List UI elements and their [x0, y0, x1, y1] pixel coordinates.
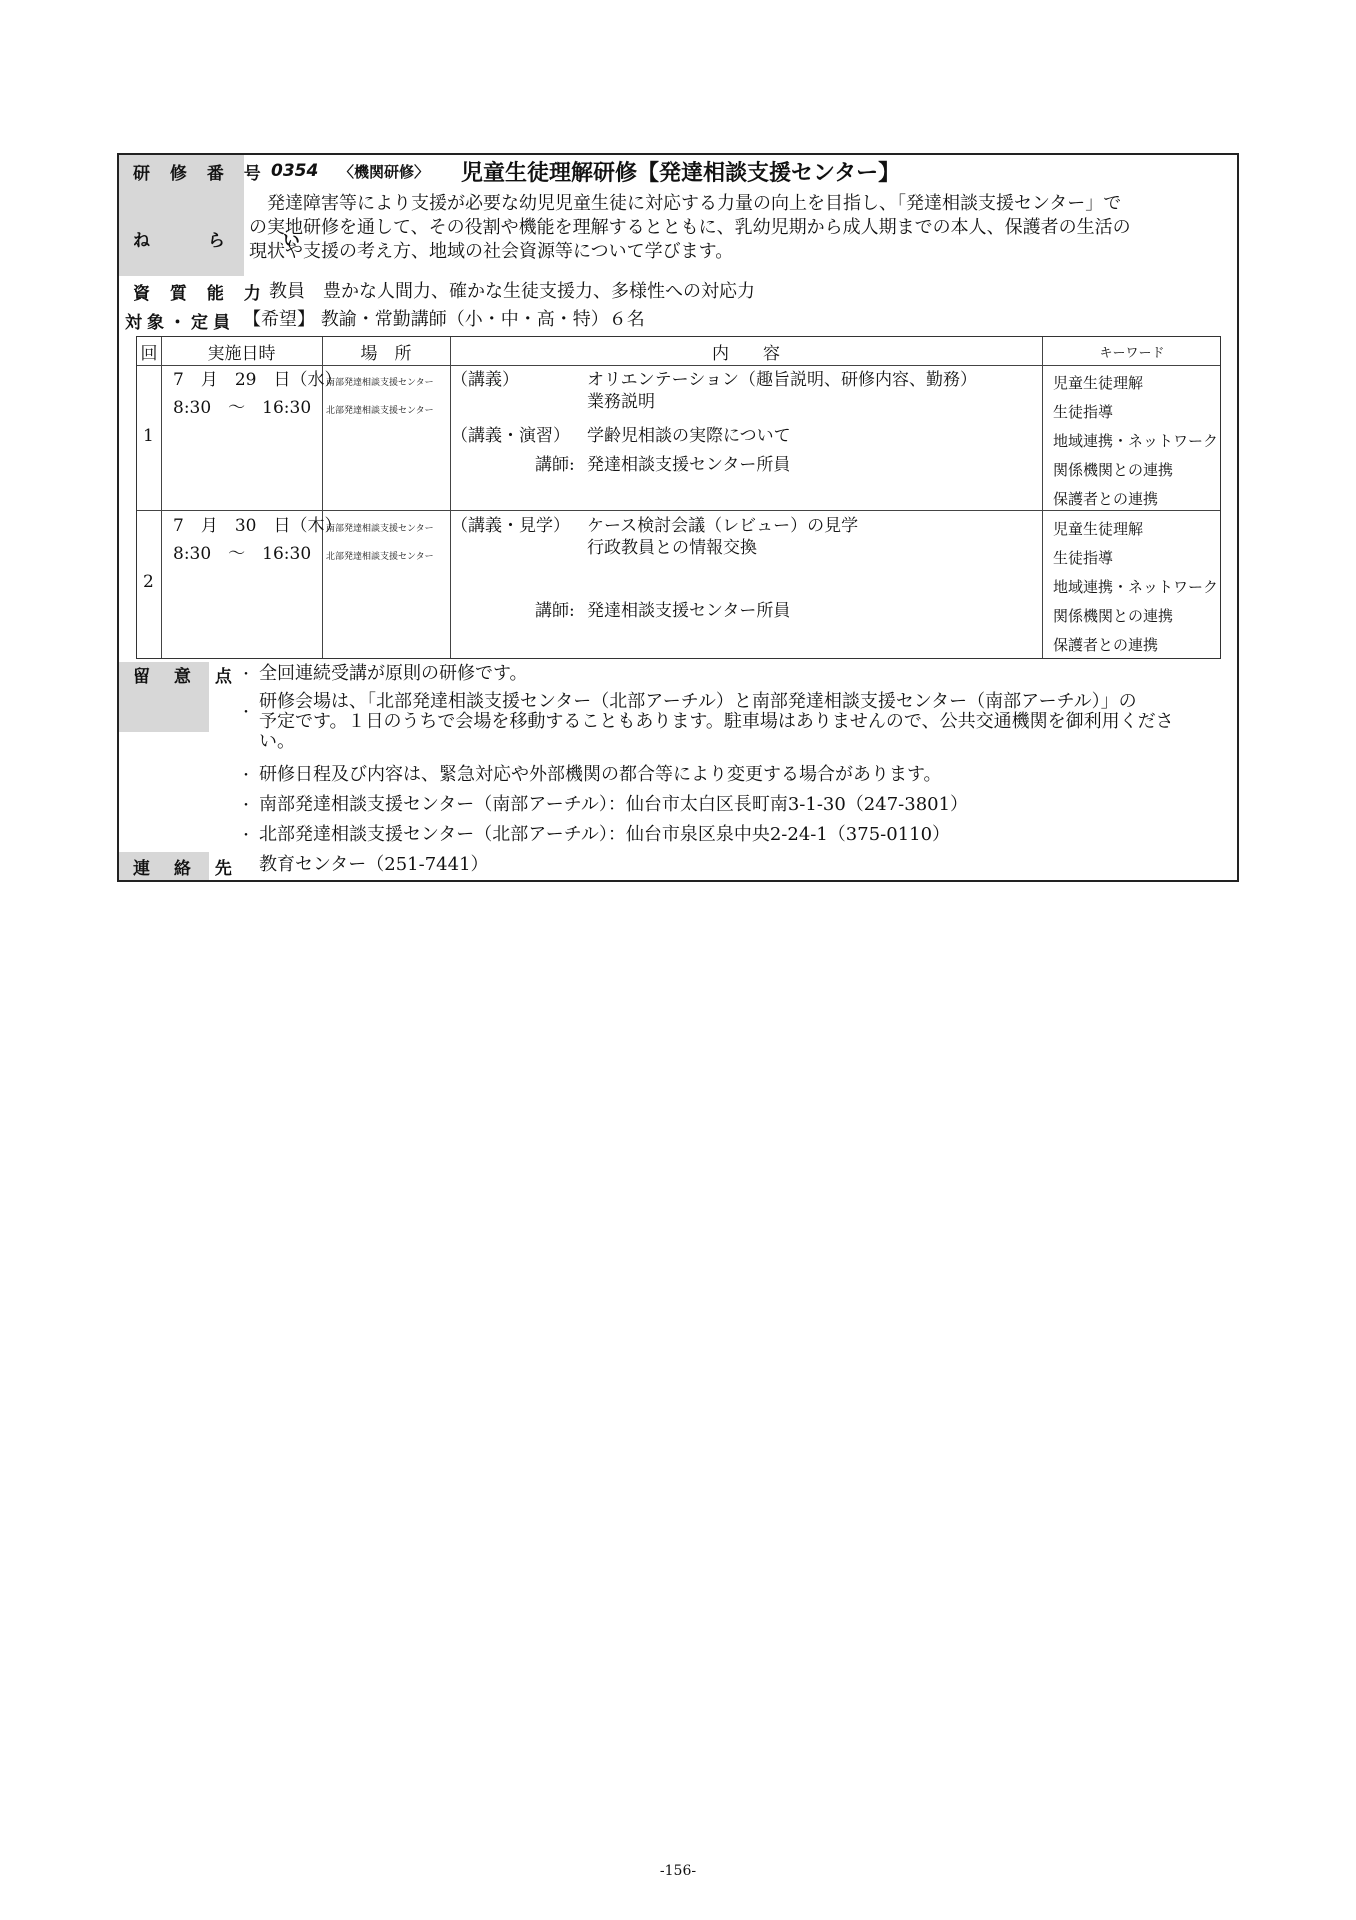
- row1-type-2: （講義・演習）: [451, 426, 570, 446]
- contact-label: 連 絡 先: [119, 852, 209, 880]
- row1-keyword: 児童生徒理解: [1053, 374, 1144, 392]
- header-place: 場 所: [360, 343, 412, 364]
- notes-label-shade: [119, 686, 209, 732]
- row1-time: 8:30 ～ 16:30: [173, 398, 312, 418]
- row2-place-1: 南部発達相談支援センター: [326, 524, 434, 534]
- note-bullet: ・: [239, 798, 253, 814]
- course-number-label: 研 修 番 号: [119, 155, 244, 187]
- aim-line-3: 現状や支援の考え方、地域の社会資源等について学びます。: [249, 241, 734, 262]
- schedule-table: [136, 336, 1221, 659]
- row2-keyword: 児童生徒理解: [1053, 520, 1144, 538]
- row2-time: 8:30 ～ 16:30: [173, 544, 312, 564]
- row2-content-1b: 行政教員との情報交換: [587, 538, 757, 558]
- ability-label: 資 質 能 力: [119, 276, 244, 306]
- note-item-1: 全回連続受講が原則の研修です。: [259, 663, 528, 684]
- target-text: 【希望】 教諭・常勤講師（小・中・高・特）６名: [243, 309, 645, 330]
- row1-content-1a: オリエンテーション（趣旨説明、研修内容、勤務）: [587, 370, 977, 390]
- row2-place-2: 北部発達相談支援センター: [326, 552, 434, 562]
- row2-keyword: 保護者との連携: [1053, 636, 1159, 654]
- row1-content-1b: 業務説明: [587, 392, 655, 412]
- row2-keyword: 生徒指導: [1053, 549, 1114, 567]
- page-number: -156-: [659, 1863, 697, 1879]
- course-kind: 〈機関研修〉: [339, 162, 430, 181]
- aim-label: ね ら い: [119, 187, 244, 289]
- note-item-2-line-2: 予定です。１日のうちで会場を移動することもあります。駐車場はありませんので、公共交通機関を御利用くださ: [259, 711, 1174, 732]
- contact-text: 教育センター（251-7441）: [259, 854, 489, 875]
- note-item-5: 北部発達相談支援センター（北部アーチル）：仙台市泉区泉中央2-24-1（375-0110）: [259, 824, 951, 845]
- row2-type-1: （講義・見学）: [451, 516, 570, 536]
- row1-keyword: 地域連携・ネットワーク: [1053, 432, 1219, 450]
- row2-lecturer-label: 講師:: [535, 601, 575, 621]
- aim-line-2: の実地研修を通して、その役割や機能を理解するとともに、乳幼児期から成人期までの本人、保護者の生活の: [249, 217, 1131, 238]
- row1-keyword: 関係機関との連携: [1053, 461, 1174, 479]
- row1-lecturer-label: 講師:: [535, 455, 575, 475]
- row1-keyword: 保護者との連携: [1053, 490, 1159, 508]
- course-number: 0354: [271, 161, 319, 181]
- header-content: 内 容: [712, 343, 780, 364]
- row1-lecturer: 発達相談支援センター所員: [587, 455, 791, 475]
- note-bullet: ・: [239, 705, 253, 721]
- row2-keyword: 関係機関との連携: [1053, 607, 1174, 625]
- aim-line-1: 発達障害等により支援が必要な幼児児童生徒に対応する力量の向上を目指し、「発達相談支援センター」で: [249, 193, 1122, 214]
- header-keyword: キーワード: [1099, 345, 1165, 361]
- note-bullet: ・: [239, 828, 253, 844]
- row2-content-1a: ケース検討会議（レビュー）の見学: [587, 516, 859, 536]
- note-bullet: ・: [239, 768, 253, 784]
- notes-label: 留 意 点: [119, 662, 209, 686]
- row2-date: 7 月 30 日（木）: [173, 516, 342, 536]
- row1-place-1: 南部発達相談支援センター: [326, 378, 434, 388]
- header-date: 実施日時: [207, 343, 276, 364]
- row2-no: 2: [143, 572, 154, 592]
- row2-lecturer: 発達相談支援センター所員: [587, 601, 791, 621]
- ability-text: 教員 豊かな人間力、確かな生徒支援力、多様性への対応力: [269, 281, 755, 302]
- note-item-3: 研修日程及び内容は、緊急対応や外部機関の都合等により変更する場合があります。: [259, 764, 942, 785]
- note-item-2-line-1: 研修会場は、「北部発達相談支援センター（北部アーチル）と南部発達相談支援センター（南部アーチル）」の: [259, 691, 1137, 712]
- note-item-4: 南部発達相談支援センター（南部アーチル）：仙台市太白区長町南3-1-30（247-3801）: [259, 794, 969, 815]
- header-no: 回: [140, 343, 158, 364]
- target-label: 対象・定員: [119, 306, 244, 334]
- row1-date: 7 月 29 日（水）: [173, 370, 342, 390]
- row1-no: 1: [143, 426, 154, 446]
- row1-type-1: （講義）: [451, 370, 519, 390]
- row1-place-2: 北部発達相談支援センター: [326, 406, 434, 416]
- note-item-2-line-3: い。: [259, 731, 295, 752]
- row1-content-2: 学齢児相談の実際について: [587, 426, 791, 446]
- course-sheet: [117, 153, 1239, 882]
- row1-keyword: 生徒指導: [1053, 403, 1114, 421]
- row2-keyword: 地域連携・ネットワーク: [1053, 578, 1219, 596]
- note-bullet: ・: [239, 667, 253, 683]
- course-title: 児童生徒理解研修【発達相談支援センター】: [461, 160, 901, 186]
